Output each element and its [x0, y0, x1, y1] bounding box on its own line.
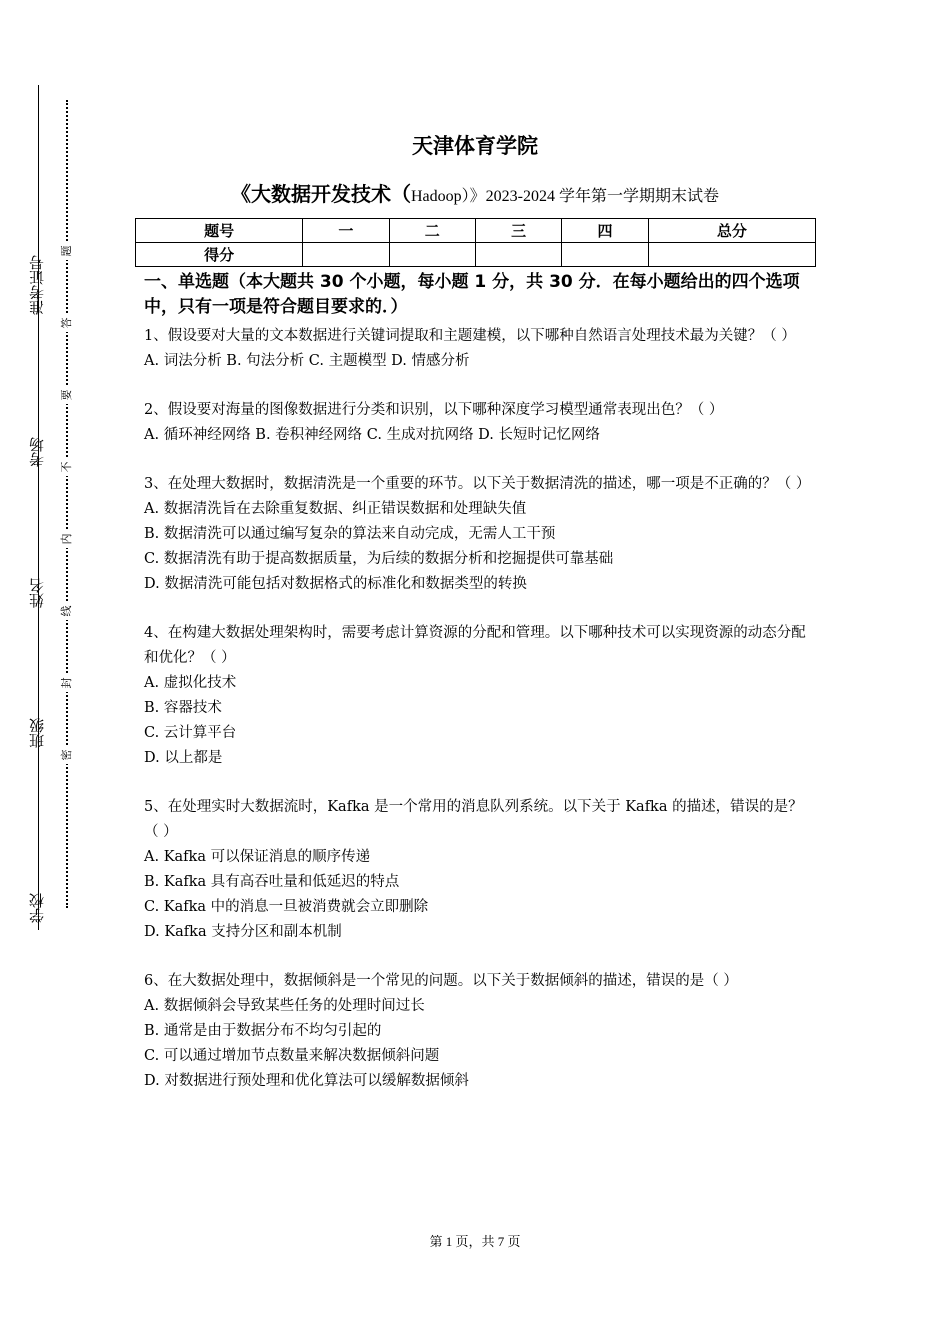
question-stem: 5、在处理实时大数据流时，Kafka 是一个常用的消息队列系统。以下关于 Kafka 的描述，错误的是？（ ） — [144, 799, 803, 840]
question-option: A. 数据清洗旨在去除重复数据、纠正错误数据和处理缺失值 — [144, 501, 527, 517]
school-name: 天津体育学院 — [412, 134, 538, 158]
question-option: C. 可以通过增加节点数量来解决数据倾斜问题 — [144, 1048, 440, 1064]
question — [144, 969, 816, 1094]
score-table-header-row — [136, 219, 816, 243]
question — [144, 324, 816, 374]
question-option: A. 数据倾斜会导致某些任务的处理时间过长 — [144, 998, 425, 1014]
score-entry-cell — [648, 243, 815, 267]
exam-title-course: 《大数据开发技术（ — [231, 182, 411, 206]
score-table-cell: 总分 — [648, 219, 815, 243]
exam-title-term: Hadoop）》2023-2024 学年第一学期期末试卷 — [411, 188, 719, 205]
score-table-cell: 二 — [389, 219, 475, 243]
question-stem: 4、在构建大数据处理架构时，需要考虑计算资源的分配和管理。以下哪种技术可以实现资源的动态分配和优化？（ ） — [144, 625, 806, 666]
field-class: 班级 — [28, 718, 46, 748]
question — [144, 621, 816, 771]
seal-char: 线 — [58, 602, 76, 620]
seal-char: 要 — [58, 386, 76, 404]
question — [144, 398, 816, 448]
score-entry-cell — [475, 243, 561, 267]
score-table-cell: 三 — [475, 219, 561, 243]
seal-char: 内 — [58, 530, 76, 548]
question-stem: 1、假设要对大量的文本数据进行关键词提取和主题建模，以下哪种自然语言处理技术最为关键？（ ） — [144, 328, 796, 344]
question-option: D. 以上都是 — [144, 750, 223, 766]
page-footer: 第 1 页，共 7 页 — [429, 1234, 521, 1249]
question-content — [144, 270, 816, 1094]
question-option: B. 通常是由于数据分布不均匀引起的 — [144, 1023, 382, 1039]
question — [144, 472, 816, 597]
score-entry-cell — [562, 243, 648, 267]
question — [144, 795, 816, 945]
question-option: D. 数据清洗可能包括对数据格式的标准化和数据类型的转换 — [144, 576, 527, 592]
question-option: C. 云计算平台 — [144, 725, 237, 741]
question-stem: 3、在处理大数据时，数据清洗是一个重要的环节。以下关于数据清洗的描述，哪一项是不正确的？（ ） — [144, 476, 811, 492]
score-table-cell: 得分 — [136, 243, 303, 267]
score-table-score-row — [136, 243, 816, 267]
field-exam-room: 考场 — [28, 437, 46, 467]
binding-line — [38, 85, 39, 930]
score-table-cell: 一 — [303, 219, 389, 243]
seal-char: 题 — [58, 242, 76, 260]
score-table — [135, 218, 816, 267]
question-option: C. 数据清洗有助于提高数据质量，为后续的数据分析和挖掘提供可靠基础 — [144, 551, 614, 567]
question-option: B. 容器技术 — [144, 700, 222, 716]
field-name: 姓名 — [28, 578, 46, 608]
score-table-cell: 题号 — [136, 219, 303, 243]
exam-title — [0, 178, 950, 207]
question-option: D. Kafka 支持分区和副本机制 — [144, 924, 342, 940]
question-option: B. Kafka 具有高吞吐量和低延迟的特点 — [144, 874, 400, 890]
section-title: 一、单选题（本大题共 30 个小题，每小题 1 分，共 30 分．在每小题给出的四个选项中，只有一项是符合题目要求的．） — [144, 272, 800, 317]
question-option: C. Kafka 中的消息一旦被消费就会立即删除 — [144, 899, 429, 915]
question-option: B. 数据清洗可以通过编写复杂的算法来自动完成，无需人工干预 — [144, 526, 556, 542]
seal-char: 不 — [58, 458, 76, 476]
question-option: D. 对数据进行预处理和优化算法可以缓解数据倾斜 — [144, 1073, 469, 1089]
question-option: A. 虚拟化技术 — [144, 675, 237, 691]
seal-char: 密 — [58, 746, 76, 764]
question-stem: 2、假设要对海量的图像数据进行分类和识别，以下哪种深度学习模型通常表现出色？（ ） — [144, 402, 724, 418]
score-table-cell: 四 — [562, 219, 648, 243]
question-option: A. 循环神经网络 B. 卷积神经网络 C. 生成对抗网络 D. 长短时记忆网络 — [144, 427, 601, 443]
field-school: 学校 — [28, 893, 46, 923]
seal-char: 封 — [58, 674, 76, 692]
seal-char: 答 — [58, 314, 76, 332]
seal-dotted-line — [66, 100, 68, 908]
question-option: A. 词法分析 B. 句法分析 C. 主题模型 D. 情感分析 — [144, 353, 470, 369]
question-option: A. Kafka 可以保证消息的顺序传递 — [144, 849, 371, 865]
score-entry-cell — [303, 243, 389, 267]
field-exam-number: 准考证号 — [28, 255, 46, 315]
score-entry-cell — [389, 243, 475, 267]
question-stem: 6、在大数据处理中，数据倾斜是一个常见的问题。以下关于数据倾斜的描述，错误的是（ ） — [144, 973, 738, 989]
